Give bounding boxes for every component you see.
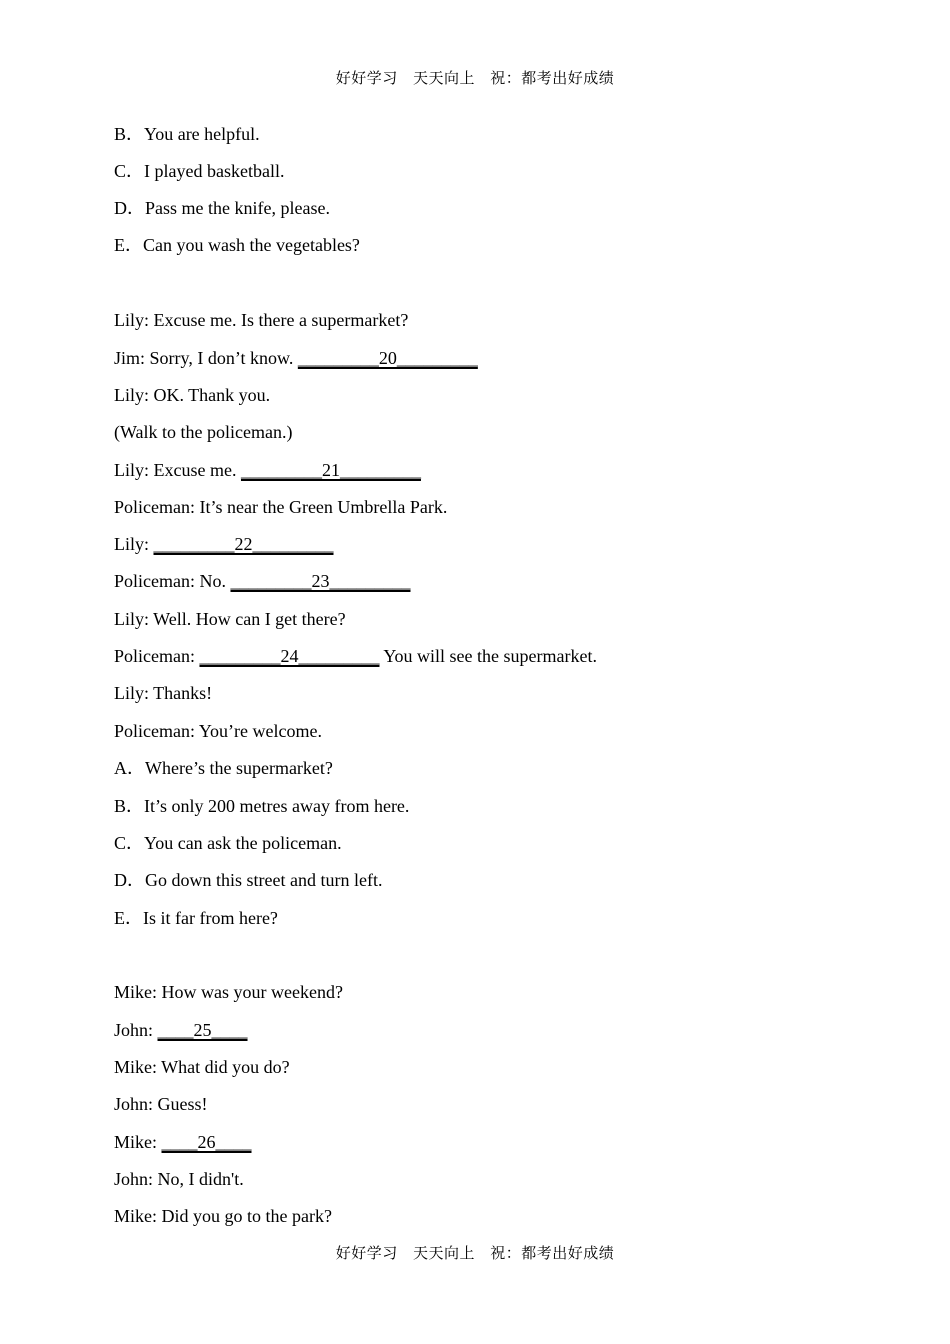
text-line: [114, 757, 333, 779]
text-segment: Policeman: No.: [114, 571, 231, 591]
answer-blank: ____26____: [161, 1132, 252, 1152]
answer-blank: _________20_________: [297, 348, 478, 368]
text-line: [114, 795, 409, 817]
text-line: [114, 645, 597, 667]
text-segment: B．It’s only 200 metres away from here.: [114, 796, 410, 816]
text-segment: A．Where’s the supermarket?: [114, 758, 333, 778]
text-line: [114, 309, 408, 331]
text-line: [114, 459, 421, 481]
text-segment: Lily:: [114, 534, 154, 554]
text-segment: E．Can you wash the vegetables?: [114, 235, 360, 255]
text-line: [114, 234, 360, 256]
text-line: [114, 869, 382, 891]
text-segment: Policeman:: [114, 646, 200, 666]
text-line: [114, 421, 293, 443]
text-segment: Lily: OK. Thank you.: [114, 385, 271, 405]
answer-blank: _________23_________: [230, 571, 411, 591]
text-segment: C．I played basketball.: [114, 161, 285, 181]
text-line: [114, 533, 334, 555]
page-footer: 好好学习 天天向上 祝：都考出好成绩: [335, 1244, 615, 1262]
text-line: [114, 570, 410, 592]
answer-blank: ____25____: [157, 1020, 248, 1040]
answer-blank: _________24_________: [199, 646, 380, 666]
text-segment: John: No, I didn't.: [114, 1169, 244, 1189]
page-header: 好好学习 天天向上 祝：都考出好成绩: [335, 69, 615, 87]
text-segment: (Walk to the policeman.): [114, 422, 293, 442]
text-segment: B．You are helpful.: [114, 124, 260, 144]
text-line: [114, 347, 478, 369]
text-line: [114, 907, 278, 929]
text-segment: C．You can ask the policeman.: [114, 833, 342, 853]
text-line: [114, 1056, 290, 1078]
text-line: [114, 160, 284, 182]
text-segment: D．Pass me the knife, please.: [114, 198, 330, 218]
text-segment: Lily: Excuse me. Is there a supermarket?: [114, 310, 409, 330]
text-line: [114, 608, 346, 630]
text-line: [114, 1205, 332, 1227]
text-line: [114, 832, 342, 854]
text-segment: Mike:: [114, 1132, 162, 1152]
text-line: [114, 720, 322, 742]
text-segment: Policeman: It’s near the Green Umbrella Park.: [114, 497, 448, 517]
text-line: [114, 197, 330, 219]
answer-blank: _________22_________: [153, 534, 334, 554]
text-segment: Policeman: You’re welcome.: [114, 721, 322, 741]
text-line: [114, 981, 343, 1003]
text-segment: Mike: What did you do?: [114, 1057, 290, 1077]
text-segment: E．Is it far from here?: [114, 908, 278, 928]
text-line: [114, 1019, 248, 1041]
text-line: [114, 1131, 252, 1153]
text-segment: You will see the supermarket.: [379, 646, 597, 666]
text-segment: John:: [114, 1020, 158, 1040]
text-segment: Mike: How was your weekend?: [114, 982, 343, 1002]
text-line: [114, 123, 260, 145]
answer-blank: _________21_________: [240, 460, 421, 480]
text-line: [114, 682, 212, 704]
text-segment: Mike: Did you go to the park?: [114, 1206, 332, 1226]
text-segment: Lily: Thanks!: [114, 683, 213, 703]
text-line: [114, 496, 447, 518]
text-segment: Lily: Well. How can I get there?: [114, 609, 346, 629]
text-segment: D．Go down this street and turn left.: [114, 870, 383, 890]
text-segment: Jim: Sorry, I don’t know.: [114, 348, 298, 368]
text-line: [114, 384, 270, 406]
text-segment: John: Guess!: [114, 1094, 208, 1114]
text-segment: Lily: Excuse me.: [114, 460, 241, 480]
text-line: [114, 1093, 208, 1115]
text-line: [114, 1168, 244, 1190]
